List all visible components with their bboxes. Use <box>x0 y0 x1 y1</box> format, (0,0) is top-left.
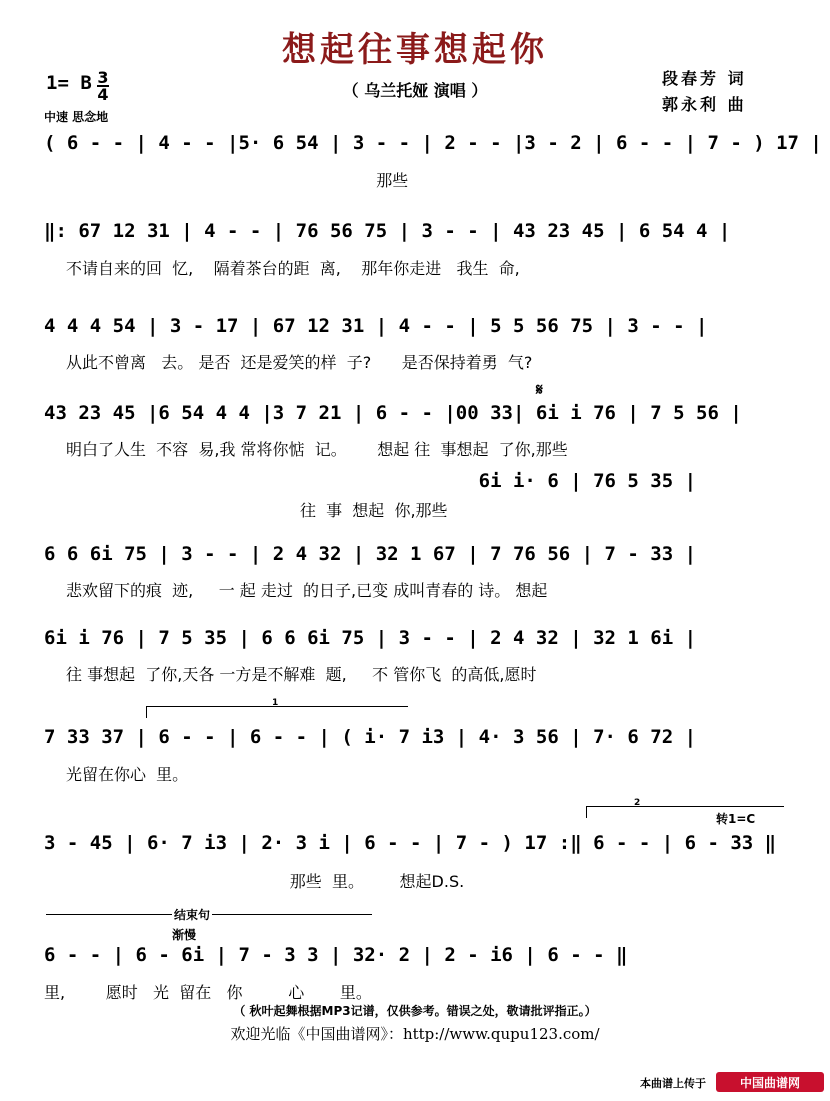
system-6-lyrics: 往 事想起 了你,天各 一方是不解难 题, 不 管你飞 的高低,愿时 <box>66 665 537 684</box>
system-4-notes: 43 23 45 |6 54 4 4 |3 7 21 | 6 - - |00 33| 6i i 76 | 7 5 56 | <box>44 402 742 424</box>
welcome-text: 欢迎光临《中国曲谱网》：http://www.qupu123.com/ <box>230 1025 600 1043</box>
slowing-label: 渐慢 <box>172 928 197 942</box>
system-6-notes: 6i i 76 | 7 5 35 | 6 6 6i 75 | 3 - - | 2 4 32 | 32 1 6i | <box>44 627 697 649</box>
uploaded-label: 本曲谱上传于 <box>640 1077 706 1090</box>
system-9-lyrics: 里, 愿时 光 留在 你 心 里。 <box>44 983 372 1002</box>
system-2-notes: ‖: 67 12 31 | 4 - - | 76 56 75 | 3 - - | 43 23 45 | 6 54 4 | <box>44 220 731 242</box>
singer-credit: （ 乌兰托娅 演唱 ） <box>342 81 488 100</box>
lyricist-credit: 段春芳 词 <box>662 69 747 88</box>
system-5-notes: 6 6 6i 75 | 3 - - | 2 4 32 | 32 1 67 | 7 76 56 | 7 - 33 | <box>44 543 697 565</box>
system-3-lyrics: 从此不曾离 去。 是否 还是爱笑的样 子? 是否保持着勇 气? <box>66 353 533 372</box>
site-logo <box>716 1072 824 1092</box>
system-7-notes: 7 33 37 | 6 - - | 6 - - | ( i· 7 i3 | 4· 3 56 | 7· 6 72 | <box>44 726 697 748</box>
tempo-marking: 中速 思念地 <box>44 110 109 124</box>
system-4b-notes: 6i i· 6 | 76 5 35 | <box>44 470 697 492</box>
system-9-notes: 6 - - | 6 - 6i | 7 - 3 3 | 32· 2 | 2 - i6 | 6 - - ‖ <box>44 944 628 966</box>
volta-2-left <box>586 806 587 818</box>
key-signature: 1= B <box>46 72 92 94</box>
system-8-lyrics: 那些 里。 想起D.S. <box>66 872 465 891</box>
song-title: 想起往事想起你 <box>282 30 548 70</box>
system-2-lyrics: 不请自来的回 忆, 隔着茶台的距 离, 那年你走进 我生 命, <box>66 259 520 278</box>
system-3-notes: 4 4 4 54 | 3 - 17 | 67 12 31 | 4 - - | 5 5 56 75 | 3 - - | <box>44 315 708 337</box>
site-logo-text: 中国曲谱网 <box>739 1075 800 1090</box>
system-5-lyrics: 悲欢留下的痕 迹, 一 起 走过 的日子,已变 成叫青春的 诗。 想起 <box>66 581 548 600</box>
system-1-lyrics: 那些 <box>66 171 409 190</box>
volta-2-label: 2 <box>634 798 641 808</box>
time-signature <box>96 70 110 102</box>
transcription-note: （ 秋叶起舞根据MP3记谱，仅供参考。错误之处，敬请批评指正。） <box>233 1004 597 1018</box>
ending-phrase-label: 结束句 <box>174 908 211 922</box>
system-4b-lyrics: 往 事 想起 你,那些 <box>66 501 448 520</box>
time-signature-top: 3 <box>97 68 109 87</box>
volta-1-label: 1 <box>272 698 279 708</box>
composer-credit: 郭永利 曲 <box>662 95 747 114</box>
system-4-lyrics: 明白了人生 不容 易,我 常将你惦 记。 想起 往 事想起 了你,那些 <box>66 440 568 459</box>
system-7-lyrics: 光留在你心 里。 <box>66 765 189 784</box>
volta-1-left <box>146 706 147 718</box>
volta-2-bracket <box>586 806 784 807</box>
system-8-notes: 3 - 45 | 6· 7 i3 | 2· 3 i | 6 - - | 7 - ) 17 :‖ 6 - - | 6 - 33 ‖ <box>44 832 777 854</box>
time-signature-bottom: 4 <box>97 85 109 104</box>
segno-mark: 𝄋 <box>536 380 543 399</box>
system-1-notes: ( 6 - - | 4 - - |5· 6 54 | 3 - - | 2 - - |3 - 2 | 6 - - | 7 - ) 17 | <box>44 132 822 154</box>
modulation-mark: 转1=C <box>716 812 756 826</box>
